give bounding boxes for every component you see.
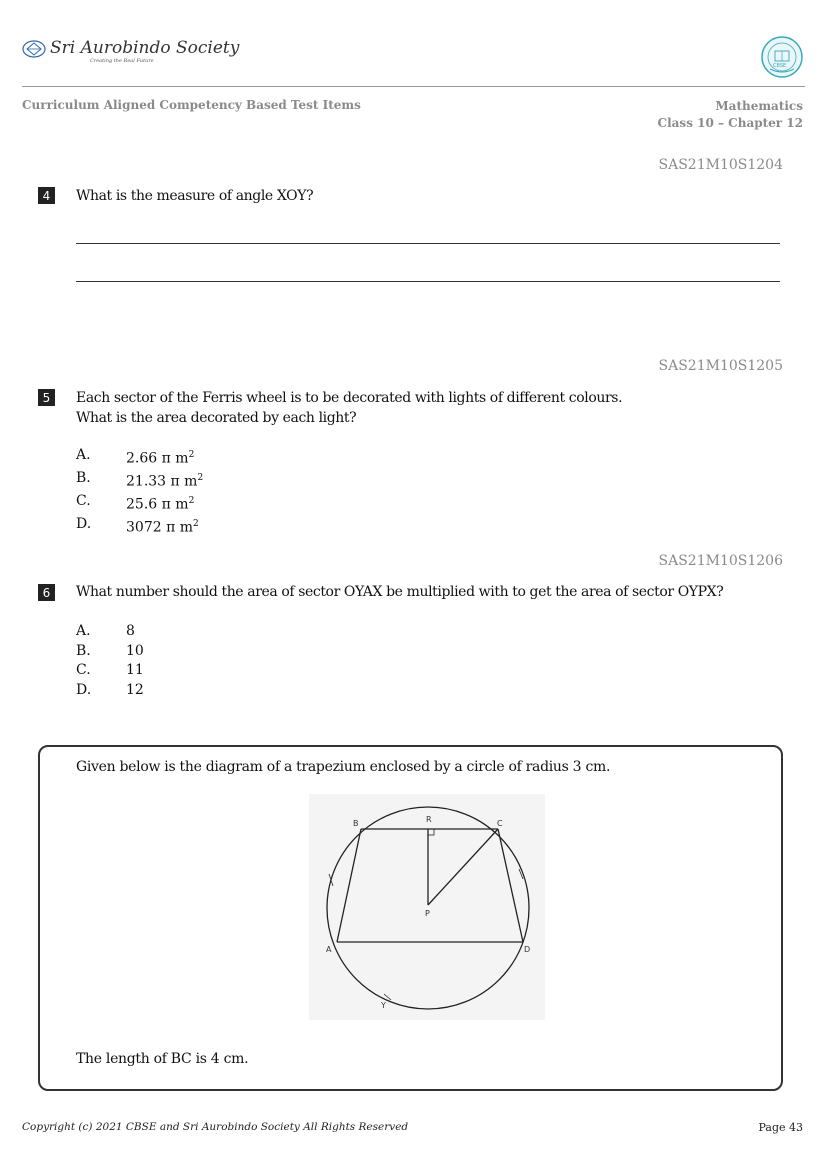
option-c[interactable] [76, 492, 203, 515]
trapezium-diagram [309, 794, 545, 1020]
stimulus-intro: Given below is the diagram of a trapezium enclosed by a circle of radius 3 cm. [76, 759, 611, 775]
org-tagline: Creating the Real Future [90, 58, 154, 64]
option-letter: A. [76, 447, 91, 463]
item-code: SAS21M10S1204 [658, 157, 783, 173]
option-letter: D. [76, 516, 92, 533]
document-title: Curriculum Aligned Competency Based Test Items [22, 98, 361, 112]
cbse-seal-text: CBSE [773, 63, 787, 69]
option-c[interactable] [76, 661, 144, 681]
cbse-seal-icon [760, 35, 804, 79]
question-text-line: What is the area decorated by each light? [76, 410, 357, 426]
label-b: B [353, 819, 359, 828]
option-b[interactable] [76, 642, 144, 662]
stimulus-conclusion: The length of BC is 4 cm. [76, 1051, 249, 1067]
header-divider [22, 86, 805, 87]
option-letter: C. [76, 662, 91, 678]
label-c: C [497, 819, 503, 828]
label-p: P [425, 909, 430, 918]
label-y: Y [381, 1001, 386, 1010]
option-letter: B. [76, 470, 91, 487]
copyright-notice: Copyright (c) 2021 CBSE and Sri Aurobindo Society All Rights Reserved [22, 1121, 409, 1133]
label-d: D [524, 945, 531, 954]
option-letter: C. [76, 493, 91, 510]
label-a: A [326, 945, 332, 954]
right-angle-mark [428, 829, 434, 835]
option-d[interactable] [76, 681, 144, 701]
option-value: 12 [126, 681, 144, 698]
page-number: Page 43 [758, 1121, 803, 1134]
option-letter: A. [76, 623, 91, 639]
side-cd [498, 829, 523, 942]
question-text [76, 388, 622, 428]
question-text: What is the measure of angle XOY? [76, 188, 314, 204]
question-text-line: Each sector of the Ferris wheel is to be decorated with lights of different colours. [76, 390, 623, 406]
item-code: SAS21M10S1206 [658, 553, 783, 569]
org-name: Sri Aurobindo Society [50, 38, 240, 58]
subject-info [658, 98, 803, 132]
answer-line[interactable] [76, 281, 780, 282]
question-number: 4 [38, 187, 55, 204]
option-letter: D. [76, 681, 92, 698]
subject-label: Mathematics [715, 99, 803, 113]
question-number: 5 [38, 389, 55, 406]
class-chapter-label: Class 10 – Chapter 12 [657, 116, 803, 130]
question-text: What number should the area of sector OYAX be multiplied with to get the area of sector OYPX? [76, 584, 724, 600]
option-value: 11 [126, 662, 144, 678]
answer-line[interactable] [76, 243, 780, 244]
option-value: 25.6 π $m^2$ [126, 496, 195, 513]
item-code: SAS21M10S1205 [658, 358, 783, 374]
option-value: 21.33 π $m^2$ [126, 473, 204, 490]
option-value: 8 [126, 623, 135, 639]
option-value: 10 [126, 642, 144, 659]
label-r: R [426, 815, 432, 824]
option-a[interactable] [76, 446, 203, 469]
answer-options [76, 446, 203, 539]
option-letter: B. [76, 642, 91, 659]
org-logo-icon [22, 40, 46, 58]
question-number: 6 [38, 584, 55, 601]
option-value: 3072 π $m^2$ [126, 519, 199, 537]
option-a[interactable] [76, 622, 144, 642]
segment-pc [428, 829, 498, 905]
option-b[interactable] [76, 469, 203, 492]
option-value: 2.66 π $m^2$ [126, 450, 195, 467]
option-d[interactable] [76, 515, 203, 538]
answer-options [76, 622, 144, 700]
